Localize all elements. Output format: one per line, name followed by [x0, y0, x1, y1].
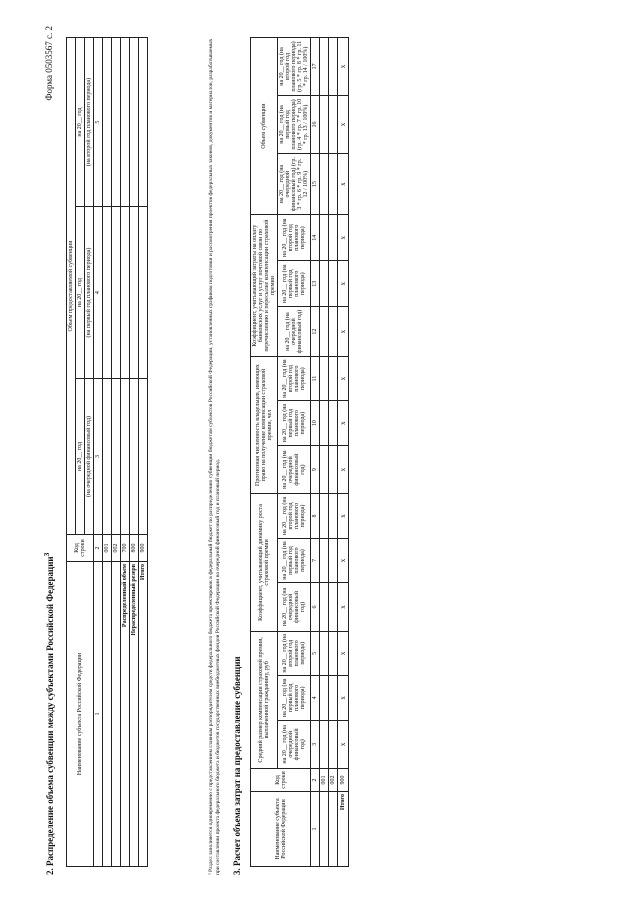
- column-number: 3: [311, 720, 320, 768]
- data-cell: [329, 401, 338, 446]
- total-cell: x: [338, 38, 349, 96]
- data-cell: [320, 538, 329, 583]
- total-cell: x: [338, 583, 349, 631]
- column-number: 15: [311, 154, 320, 215]
- total-cell: x: [338, 401, 349, 446]
- data-cell: [320, 215, 329, 261]
- total-cell: x: [338, 95, 349, 153]
- total-cell: x: [338, 676, 349, 721]
- data-cell: [320, 676, 329, 721]
- column-number: 12: [311, 307, 320, 357]
- data-cell: [320, 720, 329, 768]
- data-cell: [320, 494, 329, 538]
- data-cell: [329, 95, 338, 153]
- data-cell: [329, 631, 338, 675]
- column-number: 8: [311, 494, 320, 538]
- footnote: ³ Раздел заполняется одновременно с представлением главным распорядителем средств федерального бюджета проектировок в федеральный бюджет по распределению субвенции бюджетам субъектов Российской Федерации, установленных графиком подготовки и рассмотрения проектов федеральных законов, документов и материалов, разрабатываемых при составлении проекта федерального бюджета и бюджетов государственных внебюджетных фондов Российской Федерации на очередной финансовый год и плановый период.: [208, 38, 221, 875]
- data-cell: [320, 154, 329, 215]
- total-cell: x: [338, 215, 349, 261]
- column-number: 5: [311, 631, 320, 675]
- subsidy-calculation-table: Наименование субъекта Российской Федерации Код строки Средний размер компенсации страховой премии, выплаченной гражданину, руб Коэффициент, учитывающий динамику роста страховой премии Прогнозная численность владельцев, имеющих право на получение компенсации страховой премии, чел Коэффициент, учитывающий затраты на оплату банковских услуг и услуг почтовой связи по перечислению и пересылке компенсации страховой премии Объем субвенции на 20__ год (на очередной финансовый год) на 20__ год (на первый год планового периода) на 20__ год (на второй год планового периода) на 20__ год (на очередной финансовый год) на 20__ год (на первый год планового периода) на 20__ год (на второй год планового периода) на 20__ год (на очередной финансовый год) на 20__ год (на первый год планового периода) на 20__ год (на второй год планового периода) на 20__ год (на очередной финансовый год) на 20__ год (на первый год планового периода) на 20__ год (на второй год планового периода) на 20__ год (на очередной финансовый год) (гр. 3 * гр. 6 * гр. 9 * гр. 12 / 100%) на 20__ год (на первый год планового периода) (гр. 4 * гр. 7 * гр. 10 * гр. 13 / 100%) на 20__ год (на второй год планового периода) (гр. 5 * гр. 8 * гр. 11 * гр. 14 / 100%) 1 2 3 4 5 6 7 8 9 10 11 12 13 14 15 16 17 001 002 Итого 900 x x x x x x x x x x x x x x x: [250, 37, 349, 867]
- column-number: 7: [311, 538, 320, 583]
- column-number: 1: [311, 792, 320, 867]
- total-cell: x: [338, 720, 349, 768]
- data-cell: [329, 538, 338, 583]
- data-cell: [329, 494, 338, 538]
- rotated-page: [40, 20, 620, 885]
- data-cell: [329, 154, 338, 215]
- data-cell: [329, 38, 338, 96]
- data-cell: [320, 445, 329, 493]
- total-cell: x: [338, 538, 349, 583]
- column-number: 16: [311, 95, 320, 153]
- data-cell: [329, 676, 338, 721]
- total-cell: x: [338, 445, 349, 493]
- data-cell: [320, 401, 329, 446]
- data-cell: [329, 307, 338, 357]
- column-number: 17: [311, 38, 320, 96]
- column-number: 6: [311, 583, 320, 631]
- section2-title: 2. Распределение объема субвенции между субъектами Российской Федерации$^3$: [42, 552, 55, 875]
- data-cell: [320, 631, 329, 675]
- data-cell: [329, 445, 338, 493]
- data-cell: [320, 356, 329, 400]
- total-cell: x: [338, 307, 349, 357]
- total-cell: x: [338, 494, 349, 538]
- column-number: 11: [311, 356, 320, 400]
- data-cell: [320, 261, 329, 307]
- column-number: 9: [311, 445, 320, 493]
- data-cell: [329, 356, 338, 400]
- data-cell: [329, 583, 338, 631]
- data-cell: [320, 95, 329, 153]
- column-number: 14: [311, 215, 320, 261]
- data-cell: [329, 261, 338, 307]
- data-cell: [329, 215, 338, 261]
- data-cell: [320, 307, 329, 357]
- data-cell: [329, 720, 338, 768]
- total-cell: x: [338, 356, 349, 400]
- data-cell: [320, 583, 329, 631]
- total-cell: x: [338, 154, 349, 215]
- subsidy-distribution-table: Наименование субъекта Российской Федерации Код строки Объем предоставляемой субвенции на 20__ год на 20__ год на 20__ год (на очередной финансовый год) (на первый год планового периода) (на второй год планового периода) 1 2 3 4 5 001 002 Распределенный объем 700 Нераспределенный резерв 800 Итого 900: [66, 37, 148, 867]
- column-number: 4: [311, 676, 320, 721]
- total-cell: x: [338, 261, 349, 307]
- column-number: 13: [311, 261, 320, 307]
- form-number: Форма 0503567 с. 2: [44, 26, 54, 101]
- section3-title: 3. Расчет объема затрат на предоставление субвенции: [232, 656, 242, 875]
- column-number: 2: [311, 769, 320, 792]
- total-cell: x: [338, 631, 349, 675]
- column-number: 10: [311, 401, 320, 446]
- data-cell: [320, 38, 329, 96]
